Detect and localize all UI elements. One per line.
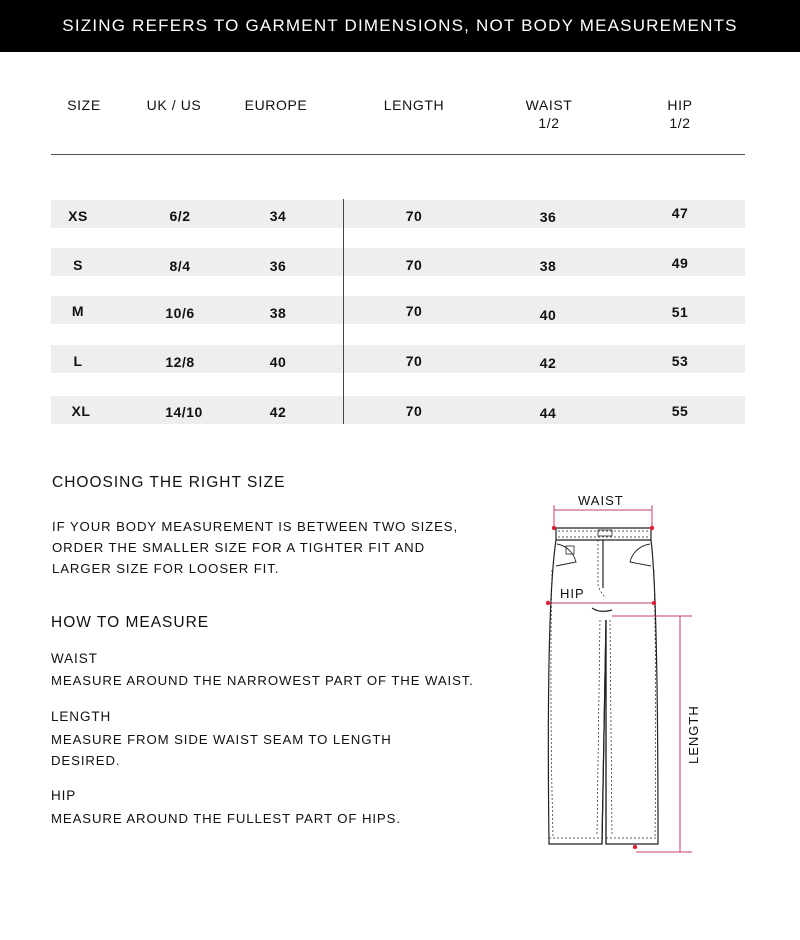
cell-length: 70 bbox=[405, 208, 423, 224]
cell-waist: 40 bbox=[539, 307, 557, 323]
header-waist-line1: WAIST bbox=[525, 97, 573, 113]
length-text bbox=[51, 729, 392, 771]
cell-size: XL bbox=[71, 403, 91, 419]
header-hip-line1: HIP bbox=[667, 97, 693, 113]
cell-uk-us: 10/6 bbox=[165, 305, 195, 321]
cell-waist: 44 bbox=[539, 405, 557, 421]
how-to-title: HOW TO MEASURE bbox=[51, 614, 210, 631]
waist-text: MEASURE AROUND THE NARROWEST PART OF THE WAIST. bbox=[51, 673, 474, 688]
cell-size: M bbox=[71, 303, 85, 319]
length-line: MEASURE FROM SIDE WAIST SEAM TO LENGTH bbox=[51, 732, 392, 747]
hip-label: HIP bbox=[51, 788, 77, 803]
waist-marker bbox=[554, 493, 652, 528]
jeans-outline bbox=[548, 528, 658, 844]
choosing-line: LARGER SIZE FOR LOOSER FIT. bbox=[52, 561, 280, 576]
top-banner bbox=[0, 0, 800, 52]
choosing-line: ORDER THE SMALLER SIZE FOR A TIGHTER FIT AND bbox=[52, 540, 426, 555]
header-hip bbox=[650, 96, 710, 132]
choosing-title: CHOOSING THE RIGHT SIZE bbox=[52, 474, 286, 491]
cell-europe: 34 bbox=[269, 208, 287, 224]
cell-size: XS bbox=[68, 208, 88, 224]
cell-hip: 47 bbox=[671, 205, 689, 221]
choosing-text bbox=[52, 516, 458, 579]
cell-europe: 38 bbox=[269, 305, 287, 321]
cell-waist: 38 bbox=[539, 258, 557, 274]
cell-uk-us: 12/8 bbox=[165, 354, 195, 370]
waist-diagram-label: WAIST bbox=[578, 493, 624, 508]
waist-label: WAIST bbox=[51, 651, 98, 666]
cell-length: 70 bbox=[405, 303, 423, 319]
cell-hip: 53 bbox=[671, 353, 689, 369]
cell-hip: 55 bbox=[671, 403, 689, 419]
cell-waist: 42 bbox=[539, 355, 557, 371]
cell-length: 70 bbox=[405, 403, 423, 419]
header-waist bbox=[514, 96, 584, 132]
header-rule bbox=[51, 154, 745, 155]
cell-uk-us: 14/10 bbox=[165, 404, 203, 420]
cell-europe: 42 bbox=[269, 404, 287, 420]
cell-size: S bbox=[73, 257, 83, 273]
header-size: SIZE bbox=[67, 97, 101, 113]
waist-dot-left bbox=[552, 526, 556, 530]
cell-europe: 36 bbox=[269, 258, 287, 274]
header-hip-line2: 1/2 bbox=[669, 115, 691, 131]
cell-hip: 49 bbox=[671, 255, 689, 271]
cell-length: 70 bbox=[405, 353, 423, 369]
cell-size: L bbox=[73, 353, 83, 369]
table-divider bbox=[343, 199, 344, 424]
hip-diagram-label: HIP bbox=[560, 586, 585, 601]
hip-text: MEASURE AROUND THE FULLEST PART OF HIPS. bbox=[51, 811, 401, 826]
cell-length: 70 bbox=[405, 257, 423, 273]
jeans-diagram bbox=[530, 480, 770, 880]
choosing-line: IF YOUR BODY MEASUREMENT IS BETWEEN TWO SIZES, bbox=[52, 519, 459, 534]
header-uk-us: UK / US bbox=[146, 97, 202, 113]
cell-europe: 40 bbox=[269, 354, 287, 370]
header-waist-line2: 1/2 bbox=[538, 115, 560, 131]
waist-dot-right bbox=[650, 526, 654, 530]
hip-marker bbox=[546, 586, 656, 605]
length-line: DESIRED. bbox=[51, 753, 121, 768]
cell-uk-us: 6/2 bbox=[169, 208, 191, 224]
length-label: LENGTH bbox=[51, 709, 112, 724]
header-length: LENGTH bbox=[383, 97, 445, 113]
header-europe: EUROPE bbox=[244, 97, 308, 113]
cell-waist: 36 bbox=[539, 209, 557, 225]
banner-text: SIZING REFERS TO GARMENT DIMENSIONS, NOT BODY MEASUREMENTS bbox=[62, 16, 738, 35]
cell-uk-us: 8/4 bbox=[169, 258, 191, 274]
length-diagram-label: LENGTH bbox=[686, 705, 701, 764]
cell-hip: 51 bbox=[671, 304, 689, 320]
